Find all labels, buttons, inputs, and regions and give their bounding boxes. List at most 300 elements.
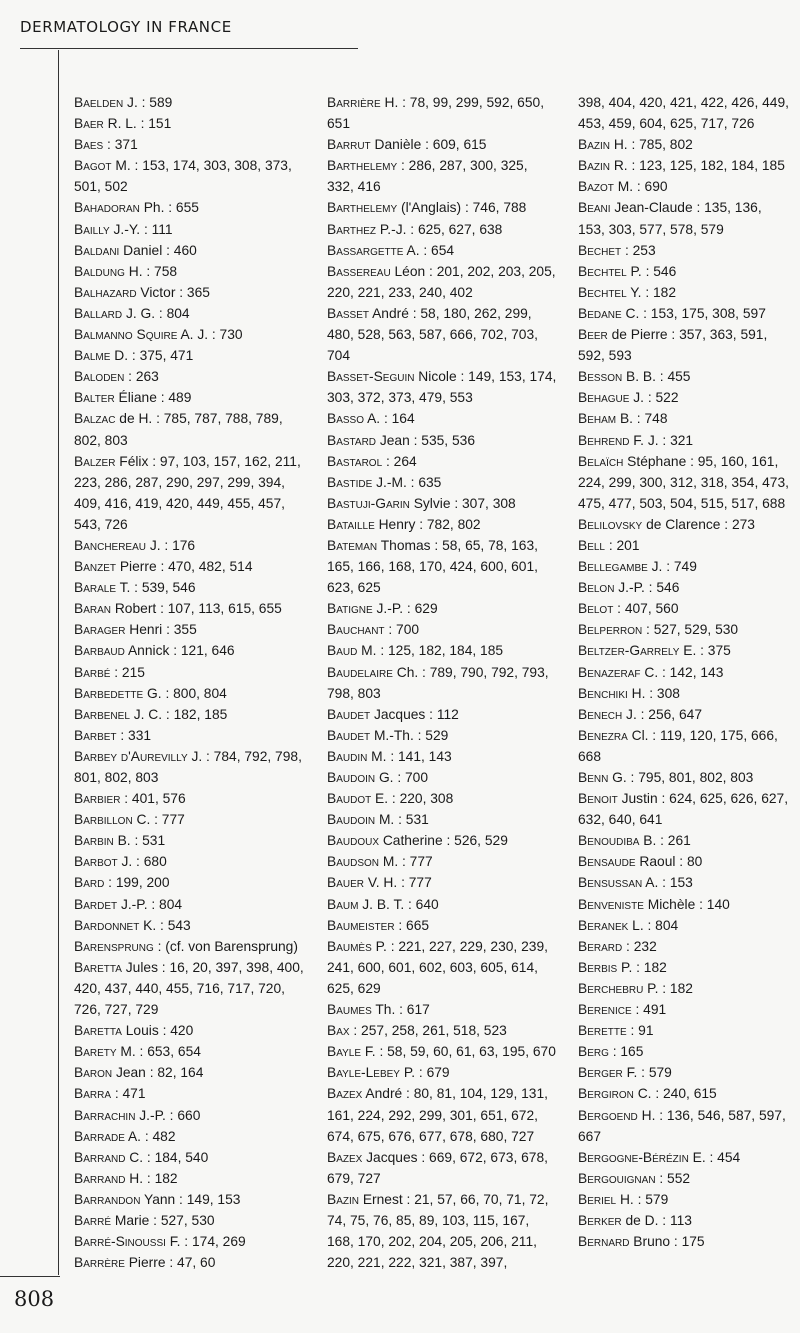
index-entry [578,176,792,197]
entry-name: Bazex [327,1149,363,1165]
entry-pages: : 264 [382,453,417,469]
entry-name: Bassereau [327,263,391,279]
index-entry [578,1147,792,1168]
index-entry [74,324,304,345]
index-entry [327,915,557,936]
entry-pages: Jean : 82, 164 [112,1065,204,1081]
entry-name: Behague [578,390,630,406]
entry-name: Benveniste [578,896,644,912]
entry-pages: Ch. : 789, 790, 792, 793, 798, 803 [327,664,549,701]
entry-pages: : 165 [608,1044,644,1060]
entry-name: Baudelaire [327,664,393,680]
entry-name: Baudet [327,727,371,743]
index-entry [74,197,304,218]
index-entry [74,851,304,872]
entry-name: Bechtel [578,284,627,300]
index-entry [74,1210,304,1231]
index-entry [327,493,557,514]
entry-name: Beltzer-Garrely [578,643,680,659]
entry-pages: M. : 141, 143 [367,748,452,764]
index-entry [578,640,792,661]
entry-pages: H. : 785, 802 [609,137,693,153]
entry-pages: P. : 182 [643,980,693,996]
index-entry [578,894,792,915]
entry-name: Bazin [327,1191,359,1207]
entry-name: Bataille [327,516,375,532]
entry-name: Barbin [74,833,114,849]
entry-name: Barthelemy [327,200,398,216]
entry-pages: K. : 543 [139,917,191,933]
entry-name: Bensussan [578,875,643,891]
entry-name: Baudet [327,706,371,722]
entry-pages: E. : 375 [679,643,731,659]
entry-pages: C. : 142, 143 [640,664,724,680]
index-entry [74,683,304,704]
index-entry [74,1020,304,1041]
entry-pages: P. : 546 [626,263,677,279]
entry-pages: Victor : 365 [136,284,210,300]
entry-pages: Nicole : 149, 153, 174, 303, 372, 373, 479, 553 [327,369,557,406]
index-entry [578,662,792,683]
entry-pages: J. : 589 [123,95,173,110]
entry-name: Banchereau [74,537,146,553]
entry-name: Baldung [74,263,125,279]
index-entry [578,1041,792,1062]
entry-pages: J.-P. : 660 [135,1107,201,1123]
entry-name: Barthez [327,221,377,237]
entry-name: Bassargette [327,242,404,258]
index-entry [578,366,792,387]
entry-pages: J. : 749 [647,559,697,575]
index-entry [327,92,557,134]
index-entry [74,1231,304,1252]
index-entry [578,197,792,239]
entry-pages: : 331 [116,727,152,743]
index-entry [74,894,304,915]
index-entry [327,619,557,640]
entry-name: Berg [578,1044,609,1060]
entry-name: Bastuji-Garin [327,495,410,511]
index-entry [578,261,792,282]
index-entry [327,1041,557,1062]
entry-name: Belilovsky [578,516,643,532]
entry-name: Baudson [327,854,379,870]
entry-pages: : 527, 529, 530 [642,622,739,638]
index-entry [578,240,792,261]
entry-name: Beriel [578,1191,617,1207]
entry-pages: A. : 164 [364,411,415,427]
entry-pages: Robert : 107, 113, 615, 655 [111,601,282,617]
entry-name: Barrandon [74,1191,141,1207]
entry-pages: Ernest : 21, 57, 66, 70, 71, 72, 74, 75, 76, 85, 89, 103, 115, 167, 168, 170, 202, 204, 205, 206, 211, 220, 221, 222, 321, 387, 397, [327,1191,549,1271]
entry-pages: : 253 [621,242,656,258]
entry-pages: M. : 777 [379,854,433,870]
entry-pages: H. : 579 [616,1191,669,1207]
entry-name: Basso [327,411,364,427]
index-entry [578,725,792,767]
index-entry [578,1062,792,1083]
entry-pages: : 286, 287, 300, 325, 332, 416 [327,158,528,195]
index-entry [74,1189,304,1210]
entry-name: Benoit [578,791,618,807]
entry-pages: L. : 804 [628,917,679,933]
index-entry [327,535,557,598]
index-entry [327,1189,557,1273]
entry-name: Bergouignan [578,1170,656,1186]
entry-name: Bergogne-Bérézin [578,1149,689,1165]
index-entry [327,746,557,767]
entry-name: Balmanno Squire [74,327,178,343]
index-entry [578,788,792,830]
entry-name: Banzet [74,559,116,575]
index-entry [578,556,792,577]
entry-pages: Jacques : 112 [370,706,459,722]
index-entry [74,1168,304,1189]
entry-pages: C. : 153, 175, 308, 597 [621,305,766,321]
page-number: 808 [14,1287,55,1311]
header-rule [20,48,358,49]
index-entry [74,662,304,683]
index-entry [578,1168,792,1189]
index-entry [327,894,557,915]
entry-name: Berker [578,1212,622,1228]
entry-pages: J.-P. : 804 [117,896,183,912]
entry-pages: : 552 [655,1170,691,1186]
entry-name: Bayle [327,1044,362,1060]
entry-name: Barbaud [74,643,125,659]
entry-pages: J.-M. : 635 [372,474,442,490]
entry-pages: J. : 522 [629,390,679,406]
entry-pages: R. L. : 151 [103,116,172,132]
entry-pages: : 263 [124,369,159,385]
entry-pages: Louis : 420 [121,1023,194,1039]
index-entry [74,915,304,936]
entry-pages: P. : 182 [617,959,667,975]
index-entry [578,704,792,725]
entry-pages: J.-P. : 629 [372,601,438,617]
index-entry [74,219,304,240]
entry-name: Baumès [327,938,372,954]
entry-name: Baron [74,1065,113,1081]
entry-name: Berard [578,938,623,954]
index-entry [578,408,792,429]
entry-name: Balhazard [74,284,137,300]
index-entry [327,514,557,535]
entry-name: Bastarol [327,453,383,469]
entry-name: Baldani [74,242,120,258]
entry-name: Balme [74,348,111,364]
entry-name: Bauchant [327,622,385,638]
entry-name: Benn [578,770,609,785]
index-entry [74,872,304,893]
index-entry [578,598,792,619]
index-entry [327,704,557,725]
entry-pages: Sylvie : 307, 308 [409,495,516,511]
entry-name: Bastard [327,432,377,448]
index-entry [74,640,304,661]
index-entry [327,1083,557,1146]
entry-name: Barrade [74,1128,125,1144]
index-entry [327,598,557,619]
index-entry [578,387,792,408]
entry-pages: G. : 795, 801, 802, 803 [608,770,754,785]
entry-name: Bergoend [578,1107,638,1123]
entry-pages: : 257, 258, 261, 518, 523 [349,1023,507,1039]
entry-name: Baumes [327,1002,372,1018]
index-entry [327,219,557,240]
index-entry [74,282,304,303]
entry-pages: A. : 654 [403,242,455,258]
entry-name: Barré [74,1212,111,1228]
entry-pages: de Clarence : 273 [642,516,755,532]
index-entry [327,1020,557,1041]
index-entry [74,936,304,957]
entry-pages: de H. : 785, 787, 788, 789, 802, 803 [74,411,283,448]
entry-name: Barbet [74,727,117,743]
entry-pages: : 491 [631,1002,667,1018]
entry-name: Benchiki [578,685,628,701]
entry-name: Barrère [74,1255,125,1271]
entry-name: Bailly [74,221,110,237]
entry-pages: P. : 679 [399,1065,450,1081]
index-entry [327,936,557,999]
entry-name: Basset-Seguin [327,369,415,385]
entry-pages: Stéphane : 95, 160, 161, 224, 299, 300, 312, 318, 354, 473, 475, 477, 503, 504, 515, 517, 688 [578,453,789,511]
entry-pages: J. : 256, 647 [622,706,702,722]
entry-pages: Henry : 782, 802 [374,516,481,532]
margin-rule [58,50,59,1275]
entry-name: Benazeraf [578,664,641,680]
entry-name: Bard [74,875,105,891]
entry-pages: Jean : 535, 536 [376,432,475,448]
entry-pages: J.-Y. : 111 [109,221,173,237]
index-entry [327,430,557,451]
entry-name: Barrand [74,1149,126,1165]
entry-pages: Félix : 97, 103, 157, 162, 211, 223, 286, 287, 290, 297, 299, 394, 409, 416, 419, 420, 449, 455, 457, 543, 726 [74,453,301,532]
entry-pages: J. : 680 [117,854,167,870]
entry-pages: Th. : 617 [371,1002,430,1018]
entry-name: Benezra [578,727,628,743]
entry-name: Bedane [578,305,622,321]
entry-name: Baudoux [327,833,379,849]
entry-pages: R. : 123, 125, 182, 184, 185 [609,158,785,174]
index-entry [74,1147,304,1168]
entry-name: Balter [74,390,115,406]
entry-name: Bensaude [578,854,636,870]
index-entry [327,640,557,661]
entry-name: Baudot [327,791,372,807]
index-entry [327,1062,557,1083]
entry-name: Baes [74,137,104,153]
entry-name: Bergiron [578,1086,634,1102]
entry-name: Batigne [327,601,373,617]
entry-pages: G. : 700 [375,770,429,785]
index-entry [578,303,792,324]
entry-pages: C. : 184, 540 [125,1149,209,1165]
entry-name: Baer [74,116,104,132]
index-entry [578,872,792,893]
entry-pages: H. : 308 [627,685,680,701]
entry-pages: Yann : 149, 153 [140,1191,241,1207]
entry-name: Bazin [578,137,610,153]
entry-name: Bax [327,1023,350,1039]
entry-pages: C. : 777 [132,812,185,828]
entry-name: Balzac [74,411,116,427]
index-entry [578,451,792,514]
entry-pages: H. : 136, 546, 587, 597, 667 [578,1107,786,1144]
index-entry [327,851,557,872]
entry-name: Bardonnet [74,917,140,933]
entry-pages: B. B. : 455 [622,369,691,385]
running-head: DERMATOLOGY IN FRANCE [20,18,232,36]
entry-pages: Ph. : 655 [139,200,199,216]
entry-pages: Pierre : 47, 60 [124,1255,216,1271]
entry-pages: Danièle : 609, 615 [370,137,487,153]
index-entry [74,809,304,830]
index-entry [578,514,792,535]
entry-name: Barrand [74,1170,126,1186]
index-entry [578,1189,792,1210]
index-entry [578,92,792,134]
entry-name: Baud [327,643,358,659]
index-entry [578,851,792,872]
entry-name: Baran [74,601,111,617]
entry-pages: A. : 482 [124,1128,176,1144]
entry-pages: A. : 153 [642,875,693,891]
index-entry [74,345,304,366]
entry-name: Barbenel [74,706,130,722]
entry-name: Balzer [74,453,116,469]
entry-name: Baretta [74,1023,122,1039]
entry-pages: : (cf. von Barensprung) [153,938,298,954]
index-entry [578,683,792,704]
entry-pages: André : 80, 81, 104, 129, 131, 161, 224, 292, 299, 301, 651, 672, 674, 675, 676, 677, 678, 680, 727 [327,1086,548,1144]
index-entry [74,577,304,598]
entry-pages: Henri : 355 [125,622,197,638]
entry-pages: Thomas : 58, 65, 78, 163, 165, 166, 168, 170, 424, 600, 601, 623, 625 [327,537,538,596]
index-entry [74,619,304,640]
entry-name: Bastide [327,474,373,490]
entry-pages: P. : 221, 227, 229, 230, 239, 241, 600, 601, 602, 603, 605, 614, 625, 629 [327,938,548,996]
index-entry [327,662,557,704]
entry-name: Barbedette [74,685,144,701]
entry-name: Beham [578,411,617,427]
index-entry [327,408,557,429]
index-entry [327,809,557,830]
entry-name: Baum [327,896,359,912]
entry-pages: de Pierre : 357, 363, 591, 592, 593 [578,327,768,364]
entry-name: Barré-Sinoussi [74,1234,166,1250]
index-entry [578,430,792,451]
index-entry [74,957,304,1020]
entry-pages: André : 58, 180, 262, 299, 480, 528, 563, 587, 666, 702, 703, 704 [327,305,538,364]
index-entry [74,155,304,197]
entry-name: Barale [74,580,116,596]
index-entry [74,704,304,725]
entry-pages: Jean-Claude : 135, 136, 153, 303, 577, 578, 579 [578,200,762,237]
index-column-1 [74,92,304,1273]
entry-name: Baudoin [327,770,376,785]
index-entry [327,134,557,155]
entry-pages: F. : 174, 269 [165,1234,246,1250]
index-entry [578,1231,792,1252]
entry-name: Baudoin [327,812,376,828]
entry-pages: J. C. : 182, 185 [129,706,228,722]
index-entry [578,957,792,978]
entry-pages: D. : 375, 471 [110,348,194,364]
index-entry [327,788,557,809]
entry-pages: H. : 758 [124,263,178,279]
index-entry [74,134,304,155]
entry-pages: : 215 [110,664,145,680]
index-entry [74,535,304,556]
entry-name: Belperron [578,622,643,638]
entry-name: Belaïch [578,453,624,469]
entry-pages: : 199, 200 [104,875,170,891]
index-entry [578,134,792,155]
entry-name: Benoudiba [578,833,640,849]
entry-pages: M. : 690 [613,179,668,195]
index-entry [578,830,792,851]
entry-pages: : 371 [103,137,138,153]
entry-pages: : 471 [111,1086,146,1102]
index-entry [74,92,304,113]
index-entry [327,767,557,788]
entry-pages: Catherine : 526, 529 [379,833,508,849]
entry-pages: Raoul : 80 [635,854,703,870]
entry-name: Barra [74,1086,111,1102]
entry-name: Bauer [327,875,364,891]
index-column-2 [327,92,557,1273]
entry-name: Bahadoran [74,200,140,216]
entry-pages: Jacques : 669, 672, 673, 678, 679, 727 [327,1149,548,1186]
index-entry [578,1020,792,1041]
entry-pages: Y. : 182 [626,284,677,300]
entry-name: Bayle-Lebey [327,1065,400,1081]
index-entry [327,999,557,1020]
entry-name: Barbey d'Aurevilly [74,748,188,764]
index-entry [74,1041,304,1062]
entry-pages: Marie : 527, 530 [111,1212,215,1228]
entry-pages: : 665 [394,917,430,933]
entry-name: Barager [74,622,126,638]
index-entry [74,451,304,535]
entry-name: Barensprung [74,938,154,954]
index-entry [578,1210,792,1231]
entry-pages: E. : 220, 308 [371,791,454,807]
entry-pages: : 232 [622,938,657,954]
entry-pages: E. : 454 [688,1149,741,1165]
entry-name: Basset [327,305,369,321]
entry-name: Beer [578,327,608,343]
index-entry [74,1062,304,1083]
entry-name: Baumeister [327,917,395,933]
index-entry [327,197,557,218]
entry-pages: : 91 [626,1023,654,1039]
entry-name: Barrière [327,95,381,110]
entry-name: Berette [578,1023,627,1039]
entry-pages: M. : 531 [375,812,429,828]
entry-name: Berbis [578,959,618,975]
entry-name: Bardet [74,896,118,912]
entry-pages: B. : 531 [113,833,166,849]
index-entry [578,999,792,1020]
index-entry [578,915,792,936]
entry-pages: de D. : 113 [621,1212,692,1228]
index-entry [74,598,304,619]
entry-pages: M. : 653, 654 [116,1044,201,1060]
entry-pages: M. : 153, 174, 303, 308, 373, 501, 502 [74,158,292,195]
